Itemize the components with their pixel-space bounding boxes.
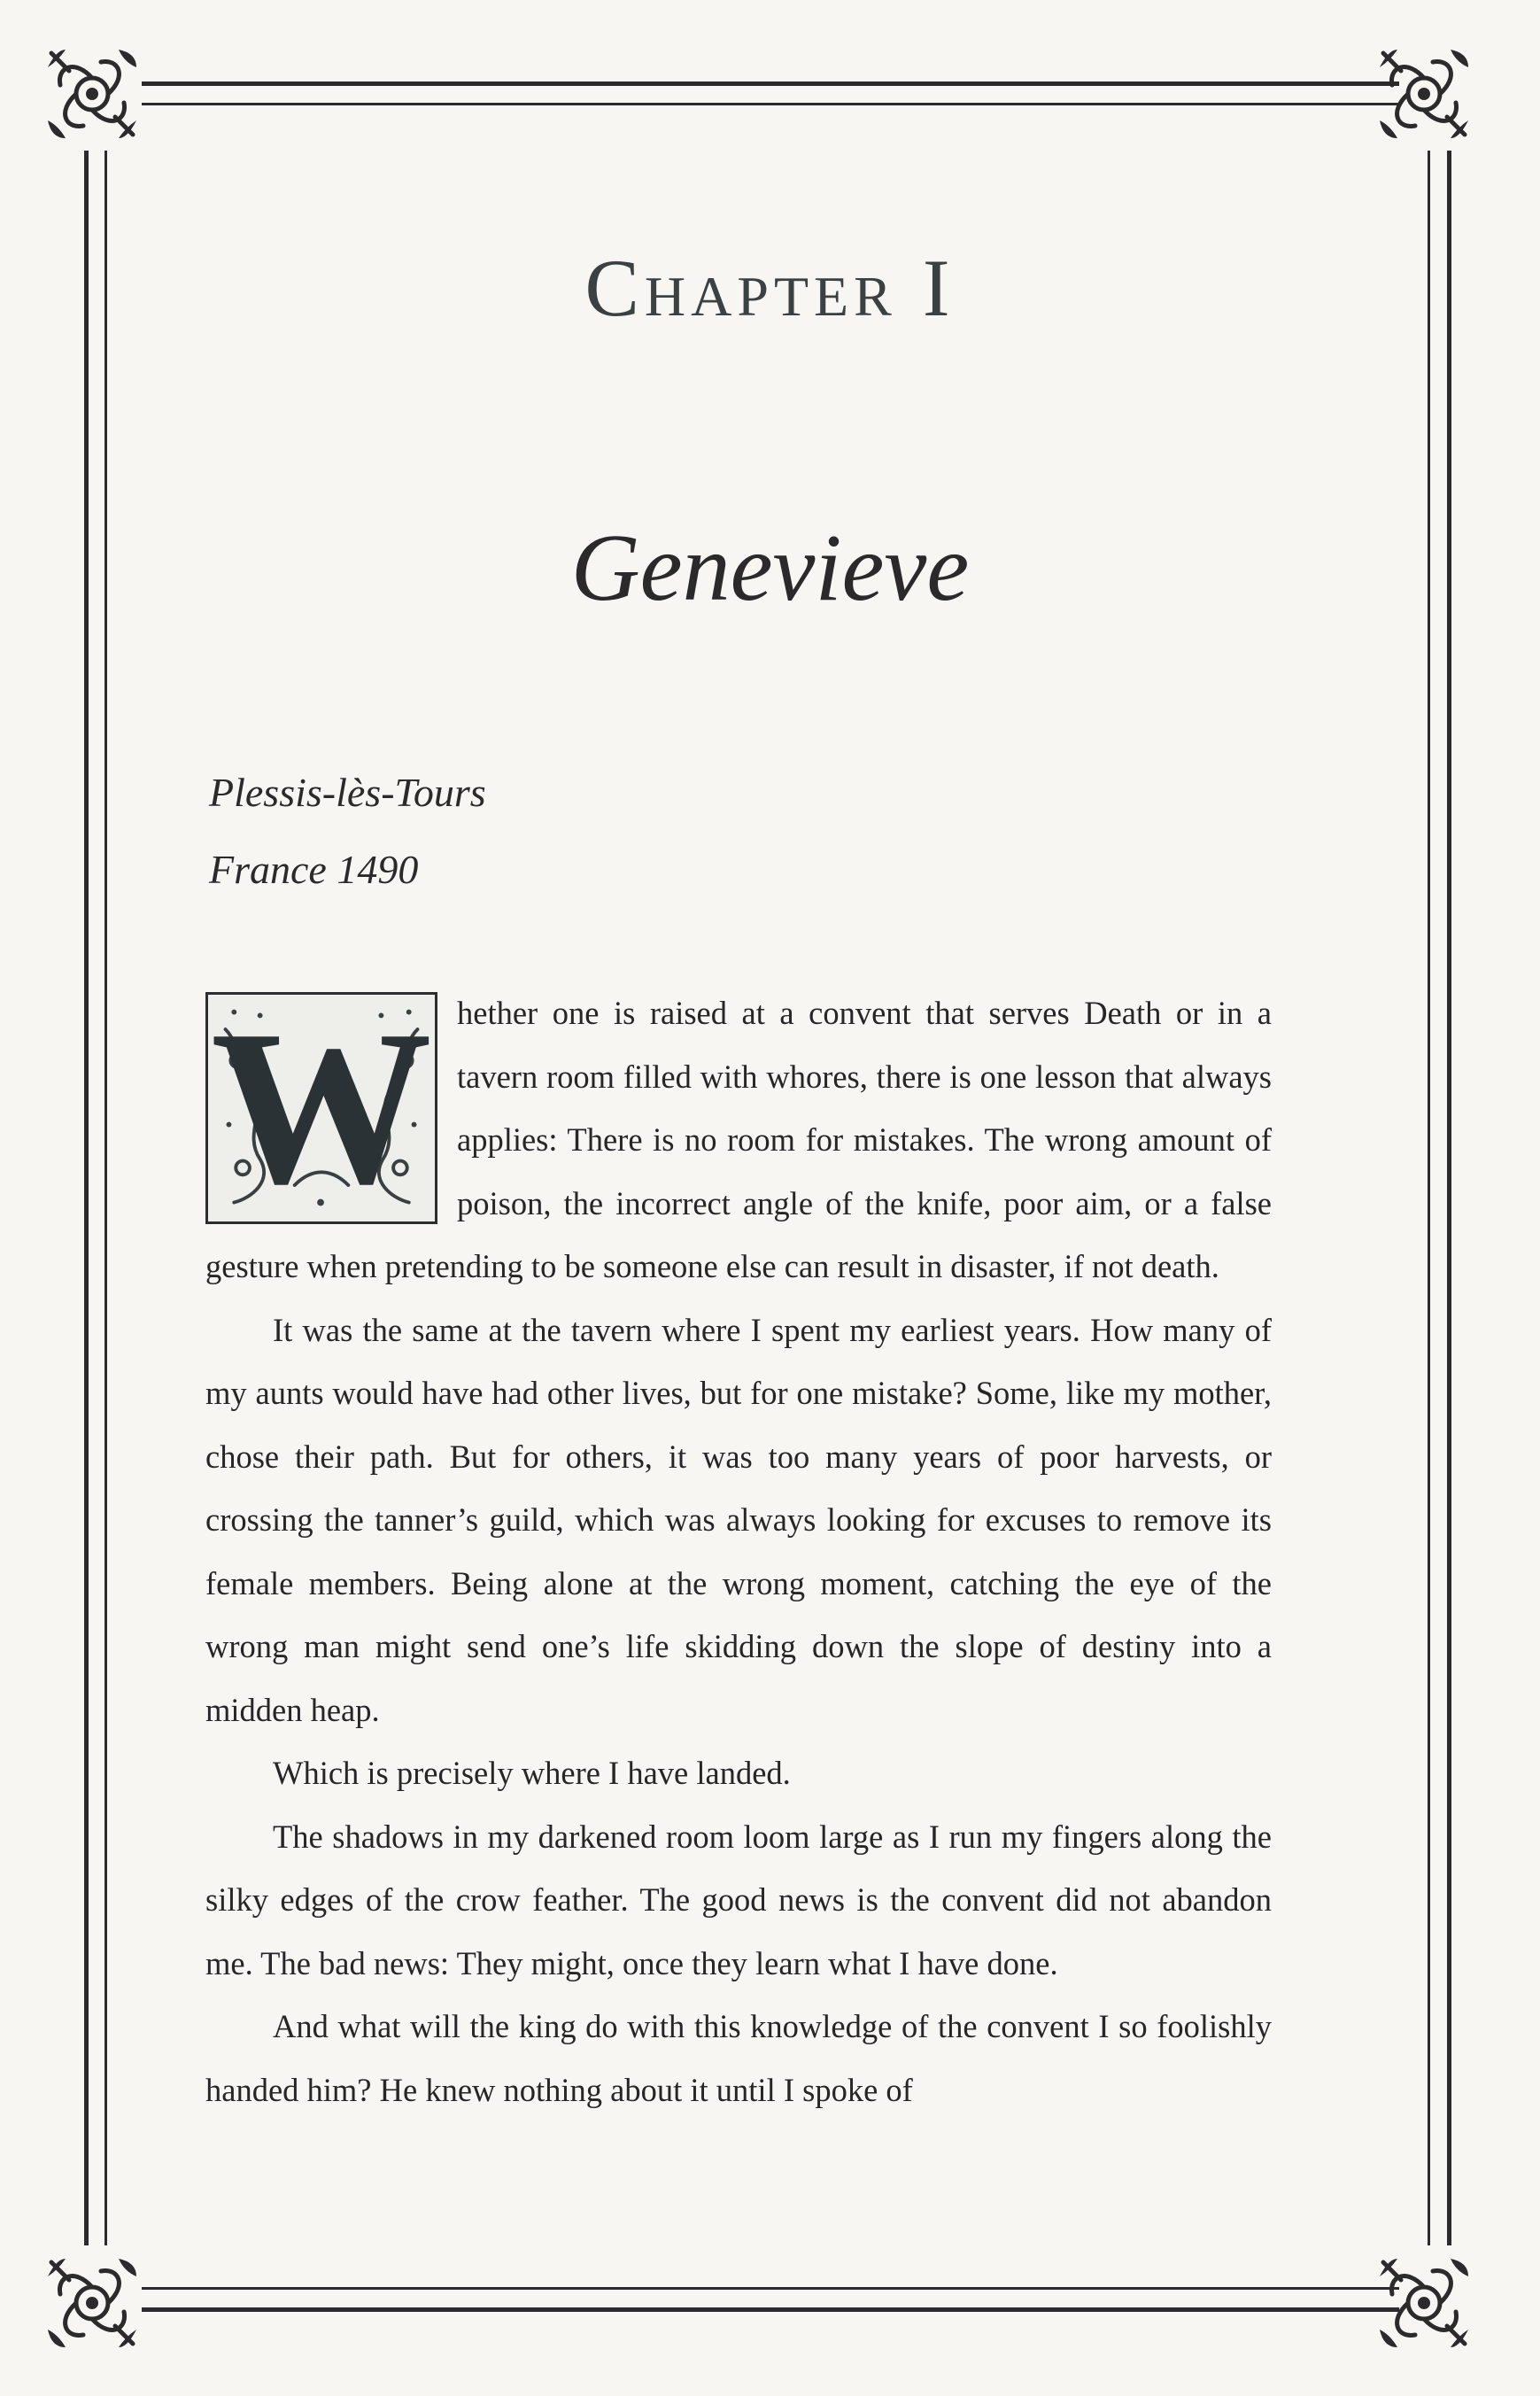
chapter-name: Genevieve <box>570 516 970 621</box>
frame-right-outer <box>1447 151 1451 2245</box>
drop-cap <box>205 992 437 1224</box>
chapter-body <box>205 981 1272 2121</box>
frame-left-inner <box>104 151 107 2245</box>
corner-ornament-icon <box>39 2250 145 2356</box>
setting-place: Plessis-lès-Tours <box>209 770 486 815</box>
paragraph: hether one is raised at a convent that serves Death or in a tavern room filled with whores, there is one lesson that always applies: There is no room for mistakes. The wrong amount of poison, the incorrect angle of the knife, poor aim, or a false gesture when pretending to be someone else can result in disaster, if not death. <box>205 995 1272 1284</box>
paragraph: It was the same at the tavern where I spent my earliest years. How many of my aunts would have had other lives, but for one mistake? Some, like my mother, chose their path. But for others, it was too many years of poor harvests, or crossing the tanner’s guild, which was always looking for excuses to remove its female members. Being alone at the wrong moment, catching the eye of the wrong man might send one’s life skidding down the slope of destiny into a midden heap. <box>205 1311 1272 1728</box>
frame-left-outer <box>84 151 89 2245</box>
paragraph: Which is precisely where I have landed. <box>273 1755 791 1791</box>
frame-top-inner <box>142 103 1399 105</box>
frame-top-outer <box>142 81 1399 86</box>
frame-right-inner <box>1428 151 1430 2245</box>
drop-cap-letter: W <box>211 992 432 1224</box>
corner-ornament-icon <box>39 41 145 147</box>
corner-ornament-icon <box>1371 2250 1477 2356</box>
paragraph: And what will the king do with this knowledge of the convent I so foolishly handed him? He knew nothing about it until I spoke of <box>205 2008 1272 2108</box>
paragraph: The shadows in my darkened room loom large as I run my fingers along the silky edges of the crow feather. The good news is the convent did not abandon me. The bad news: They might, once they learn what I have done. <box>205 1818 1272 1981</box>
setting-date: France 1490 <box>209 847 419 892</box>
corner-ornament-icon <box>1371 41 1477 147</box>
frame-bottom-inner <box>142 2287 1399 2290</box>
chapter-title: Chapter I <box>584 243 956 333</box>
frame-bottom-outer <box>142 2307 1399 2312</box>
